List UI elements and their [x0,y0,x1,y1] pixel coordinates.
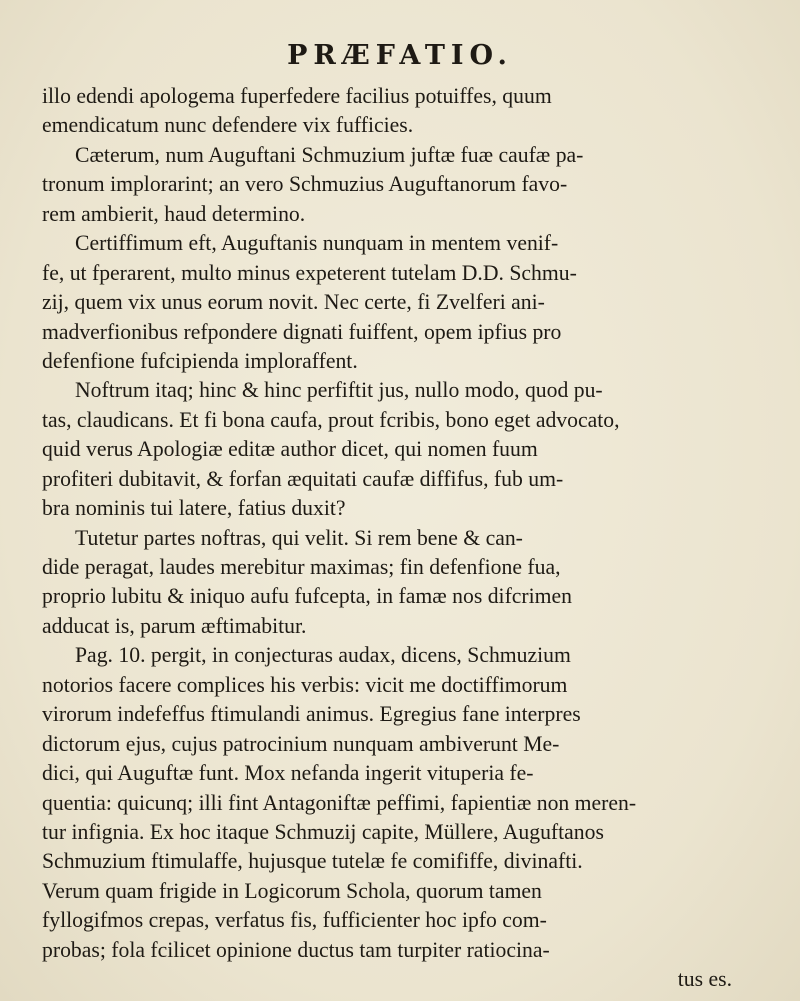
text-line: profiteri dubitavit, & forfan æquitati caufæ diffifus, fub um- [42,466,564,491]
text-line: dici, qui Auguftæ funt. Mox nefanda ingerit vituperia fe- [42,761,534,786]
page-body [42,82,742,995]
text-line: Pag. 10. pergit, in conjecturas audax, dicens, Schmuzium [75,643,571,668]
text-line: Schmuzium ftimulaffe, hujusque tutelæ fe comififfe, divinafti. [42,849,583,874]
text-line: Tutetur partes noftras, qui velit. Si rem bene & can- [75,525,523,550]
text-line: proprio lubitu & iniquo aufu fufcepta, in famæ nos difcrimen [42,584,573,609]
text-line: emendicatum nunc defendere vix fufficies. [42,113,414,138]
text-line: adducat is, parum æftimabitur. [42,613,307,638]
text-line: tronum implorarint; an vero Schmuzius Auguftanorum favo- [42,172,568,197]
text-line: quid verus Apologiæ editæ author dicet, qui nomen fuum [42,437,538,462]
text-line: rem ambierit, haud determino. [42,201,306,226]
text-line: dictorum ejus, cujus patrocinium nunquam ambiverunt Me- [42,731,560,756]
text-line: notorios facere complices his verbis: vicit me doctiffimorum [42,672,568,697]
text-line: tas, claudicans. Et fi bona caufa, prout fcribis, bono eget advocato, [42,407,620,432]
text-line: tur infignia. Ex hoc itaque Schmuzij capite, Müllere, Auguftanos [42,819,604,844]
text-line: quentia: quicunq; illi fint Antagoniftæ peffimi, fapientiæ non meren- [42,790,637,815]
text-line: probas; fola fcilicet opinione ductus tam turpiter ratiocina- [42,937,550,962]
text-line: dide peragat, laudes merebitur maximas; fin defenfione fua, [42,555,561,579]
text-line: zij, quem vix unus eorum novit. Nec certe, fi Zvelferi ani- [42,290,545,315]
text-line: Verum quam frigide in Logicorum Schola, quorum tamen [42,878,542,903]
text-line: madverfionibus refpondere dignati fuiffent, opem ipfius pro [42,319,562,344]
text-line: fe, ut fperarent, multo minus expeterent tutelam D.D. Schmu- [42,260,577,285]
text-line: bra nominis tui latere, fatius duxit? [42,496,346,521]
text-line: virorum indefeffus ftimulandi animus. Egregius fane interpres [42,702,581,727]
text-line: illo edendi apologema fuperfedere facilius potuiffes, quum [42,84,552,108]
text-line: fyllogifmos crepas, verfatus fis, fufficienter hoc ipfo com- [42,908,547,933]
text-line: Noftrum itaq; hinc & hinc perfiftit jus, nullo modo, quod pu- [75,378,603,403]
text-line: Cæterum, num Auguftani Schmuzium juftæ fuæ caufæ pa- [75,142,584,167]
page-title: PRÆFATIO. [287,40,513,71]
text-line: Certiffimum eft, Auguftanis nunquam in mentem venif- [75,231,559,256]
catchword: tus es. [677,967,732,992]
text-line: defenfione fufcipienda imploraffent. [42,348,358,373]
